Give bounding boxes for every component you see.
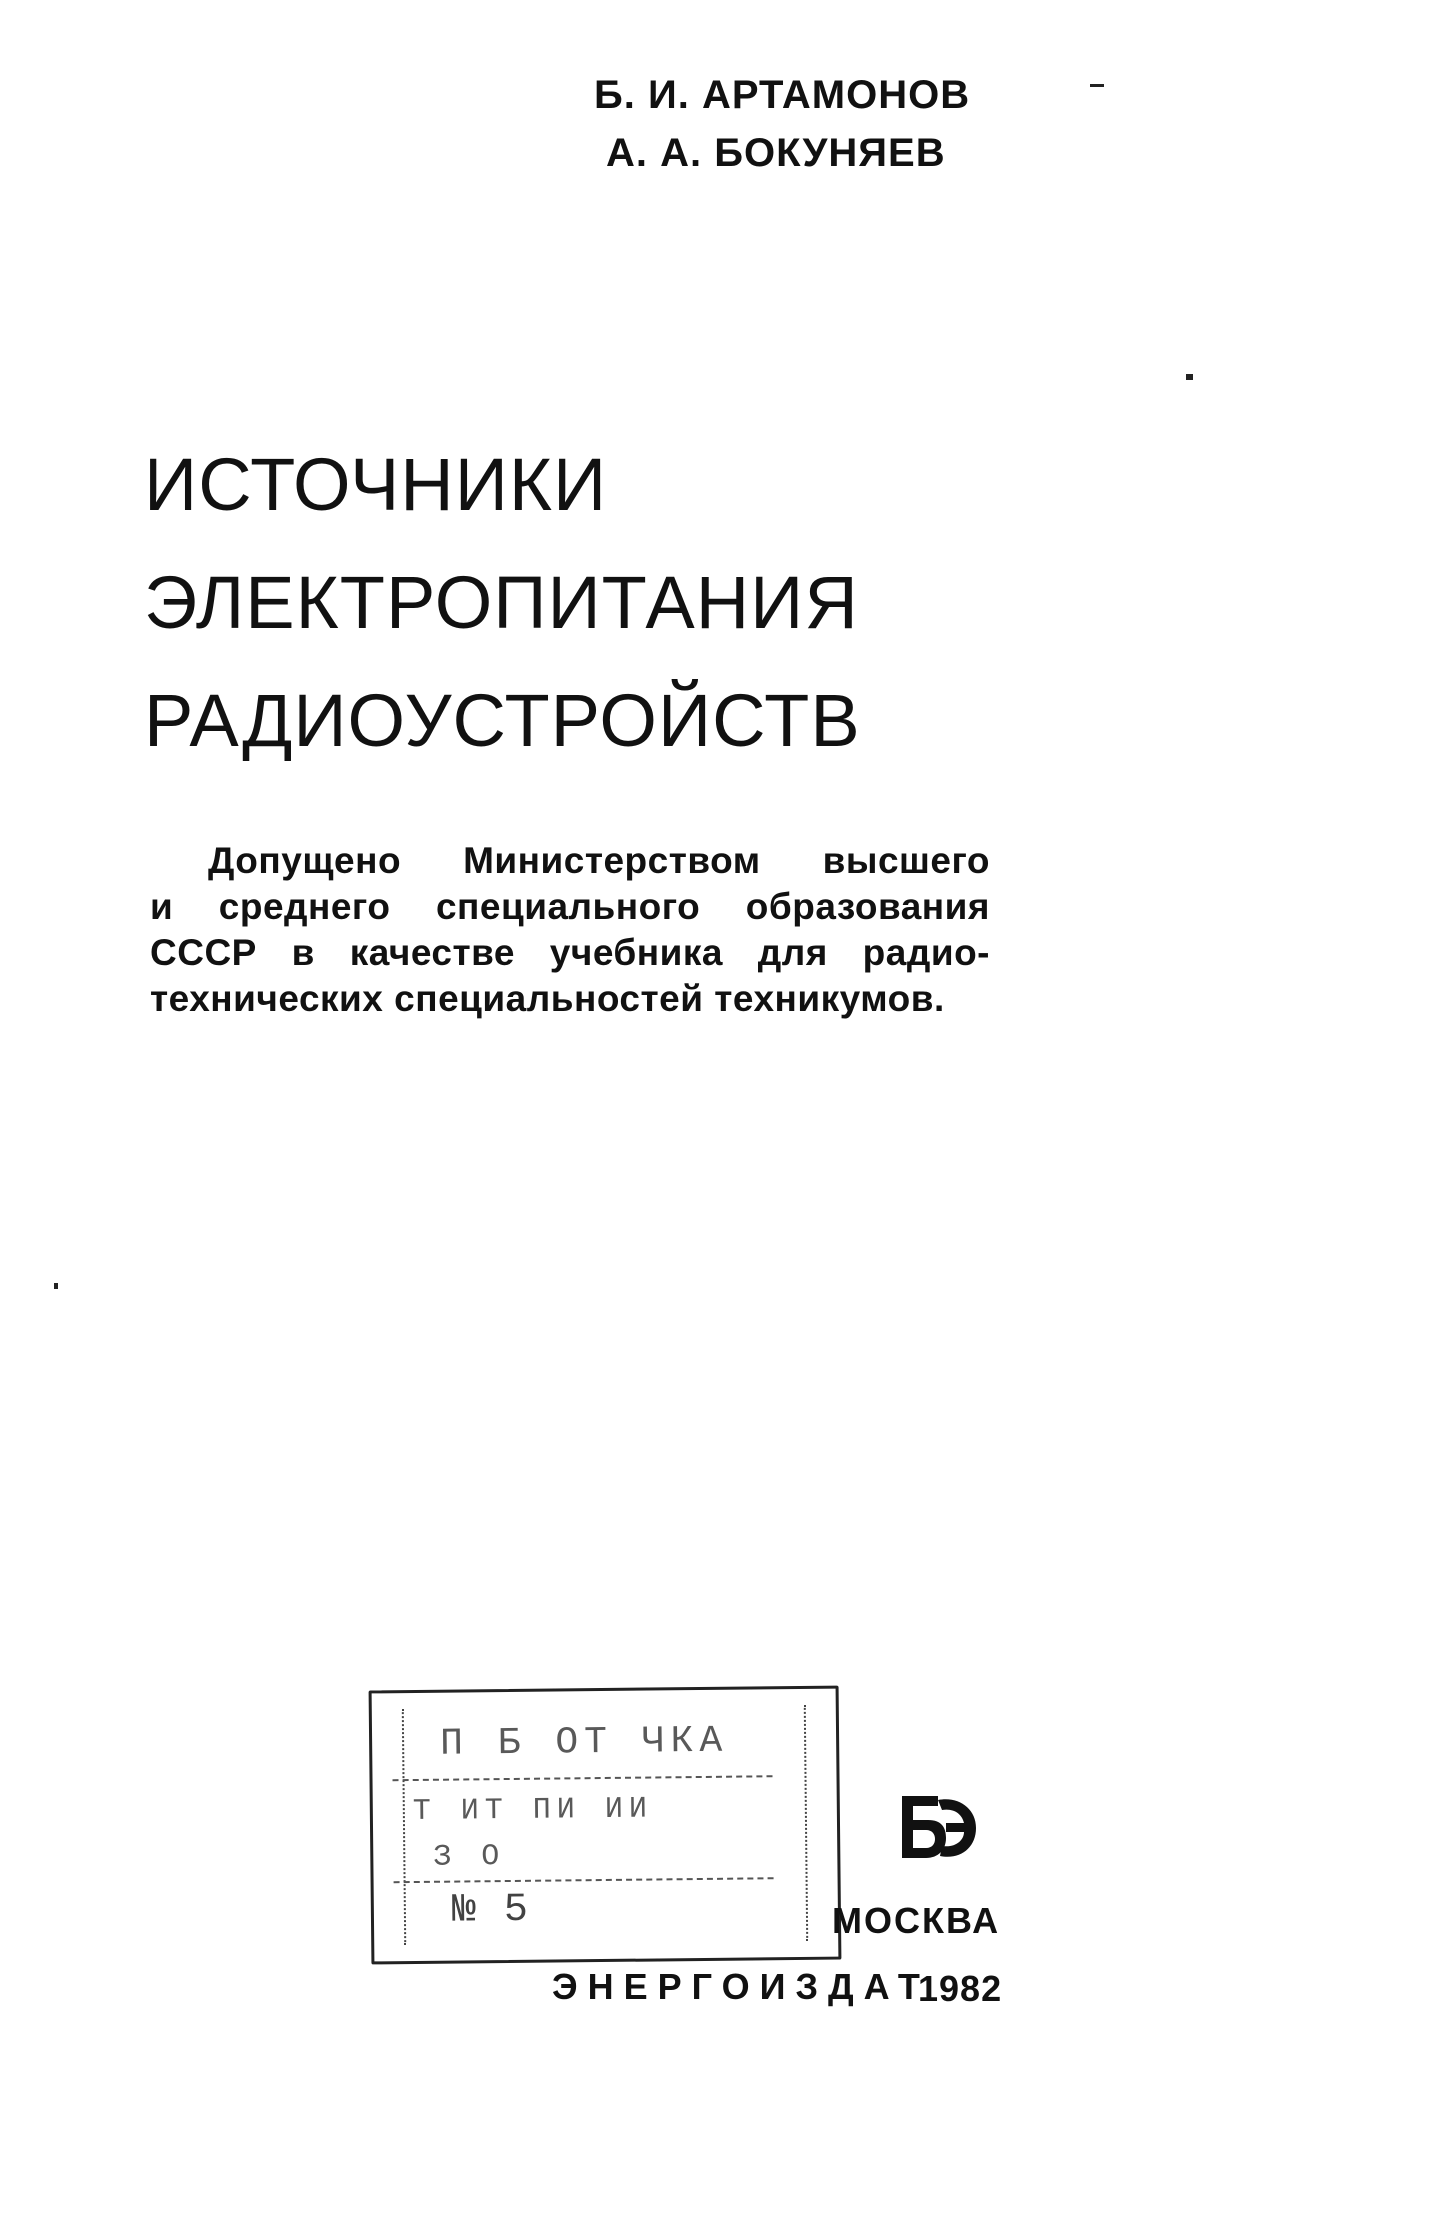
publisher-city: МОСКВА (832, 1900, 1001, 1941)
book-title-line: ИСТОЧНИКИ (144, 443, 608, 526)
approval-word: среднего (218, 886, 391, 927)
stamp-text: Т ИТ ПИ ИИ (412, 1792, 654, 1830)
approval-word: высшего (822, 840, 990, 881)
approval-line: технических специальностей техникумов. (150, 978, 945, 1019)
book-title-line: РАДИОУСТРОЙСТВ (144, 679, 861, 762)
scan-speck (54, 1283, 58, 1289)
approval-word: и (150, 886, 174, 927)
approval-note (150, 838, 990, 1022)
book-title (144, 426, 1044, 780)
book-title-line: ЭЛЕКТРОПИТАНИЯ (144, 561, 859, 644)
approval-word: учебника (549, 932, 723, 973)
approval-word: образования (745, 886, 990, 927)
authors-block (594, 66, 1014, 182)
stamp-text: З О (433, 1840, 506, 1875)
library-stamp (369, 1686, 842, 1965)
author-name: А. А. БОКУНЯЕВ (606, 131, 946, 175)
approval-word: специального (435, 886, 701, 927)
publication-year: 1982 (918, 1968, 1003, 2009)
approval-line (150, 930, 990, 976)
author-name: Б. И. АРТАМОНОВ (594, 73, 971, 117)
approval-word: СССР (150, 932, 257, 973)
stamp-text: П Б ОТ ЧКА (439, 1719, 729, 1766)
approval-word: Допущено (208, 840, 402, 881)
approval-word: для (757, 932, 828, 973)
approval-line (150, 838, 990, 884)
approval-word: качестве (349, 932, 515, 973)
approval-word: в (291, 932, 315, 973)
scan-speck (1186, 374, 1193, 380)
approval-word: радио- (862, 932, 990, 973)
approval-line (150, 884, 990, 930)
scan-speck (1090, 84, 1104, 87)
stamp-text: № 5 (451, 1887, 531, 1934)
publisher-logo-icon (898, 1792, 978, 1862)
approval-word: Министерством (463, 840, 761, 881)
publisher-name: ЭНЕРГОИЗДАТ (552, 1966, 930, 2007)
